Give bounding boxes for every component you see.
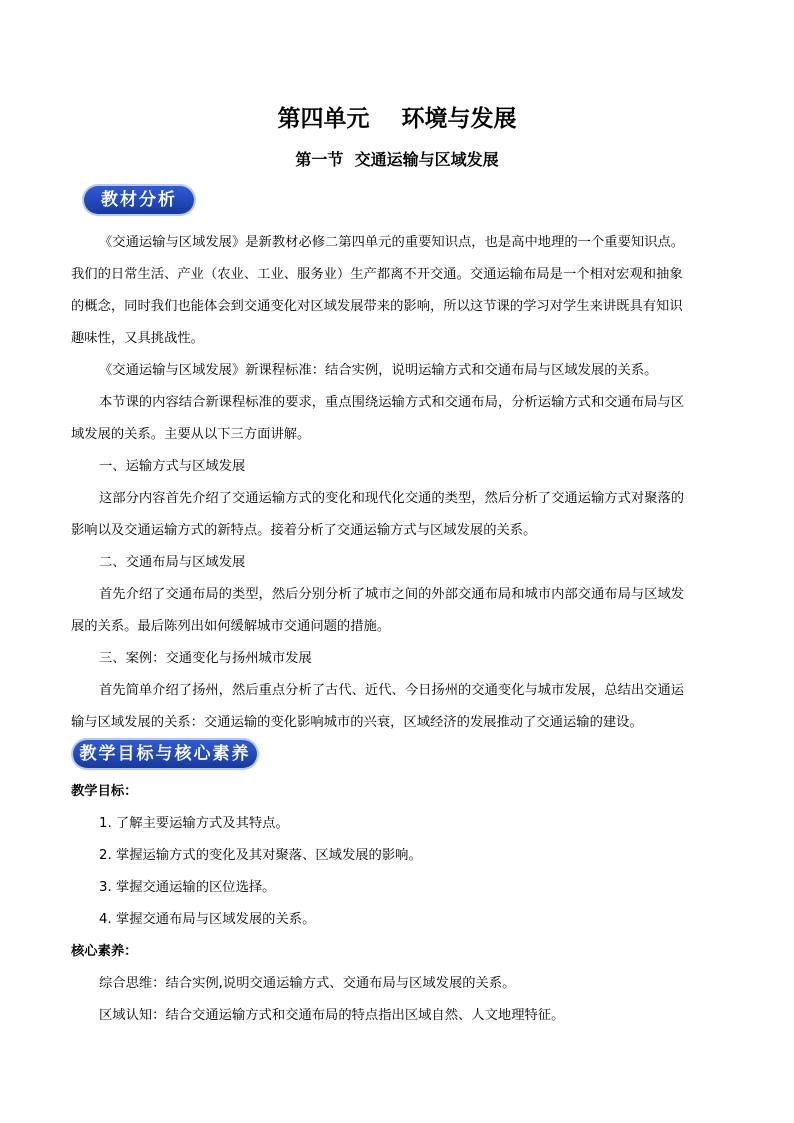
paragraph-line: 首先介绍了交通布局的类型，然后分别分析了城市之间的外部交通布局和城市内部交通布局与区域发 [99,587,685,602]
goal-item: 3. 掌握交通运输的区位选择。 [99,880,276,895]
goals-literacy-badge: 教学目标与核心素养 [73,740,257,768]
subsection-heading: 三、案例：交通变化与扬州城市发展 [99,651,312,666]
paragraph-line: 这部分内容首先介绍了交通运输方式的变化和现代化交通的类型，然后分析了交通运输方式对聚落的 [99,491,685,506]
literacy-item: 区域认知：结合交通运输方式和交通布局的特点指出区域自然、人文地理特征。 [99,1008,565,1023]
section-title: 第一节 交通运输与区域发展 [295,150,499,169]
paragraph-line: 影响以及交通运输方式的新特点。接着分析了交通运输方式与区域发展的关系。 [71,523,537,538]
subsection-heading: 一、运输方式与区域发展 [99,459,246,474]
paragraph-line: 《交通运输与区域发展》新课程标准：结合实例，说明运输方式和交通布局与区域发展的关系。 [99,363,658,378]
paragraph-line: 我们的日常生活、产业（农业、工业、服务业）生产都离不开交通。交通运输布局是一个相对宏观和抽象 [71,267,683,282]
goals-heading: 教学目标： [71,784,138,799]
paragraph-line: 本节课的内容结合新课程标准的要求，重点围绕运输方式和交通布局，分析运输方式和交通布局与区 [99,395,685,410]
goal-item: 2. 掌握运输方式的变化及其对聚落、区域发展的影响。 [99,848,422,863]
paragraph-line: 趣味性，又具挑战性。 [71,331,204,346]
goal-item: 1. 了解主要运输方式及其特点。 [99,816,289,831]
paragraph-line: 首先简单介绍了扬州，然后重点分析了古代、近代、今日扬州的交通变化与城市发展，总结出交通运 [99,683,685,698]
goal-item: 4. 掌握交通布局与区域发展的关系。 [99,912,316,927]
paragraph-line: 输与区域发展的关系：交通运输的变化影响城市的兴衰，区域经济的发展推动了交通运输的建设。 [71,715,643,730]
paragraph-line: 《交通运输与区域发展》是新教材必修二第四单元的重要知识点，也是高中地理的一个重要知识点。 [99,235,685,250]
paragraph-line: 的概念，同时我们也能体会到交通变化对区域发展带来的影响，所以这节课的学习对学生来讲既具有知识 [71,299,683,314]
literacy-item: 综合思维：结合实例,说明交通运输方式、交通布局与区域发展的关系。 [99,976,516,991]
literacy-heading: 核心素养： [71,944,138,959]
paragraph-line: 展的关系。最后陈列出如何缓解城市交通问题的措施。 [71,619,391,634]
unit-title: 第四单元 环境与发展 [277,105,517,132]
paragraph-line: 域发展的关系。主要从以下三方面讲解。 [71,427,311,442]
textbook-analysis-badge: 教材分析 [84,186,194,214]
subsection-heading: 二、交通布局与区域发展 [99,555,246,570]
